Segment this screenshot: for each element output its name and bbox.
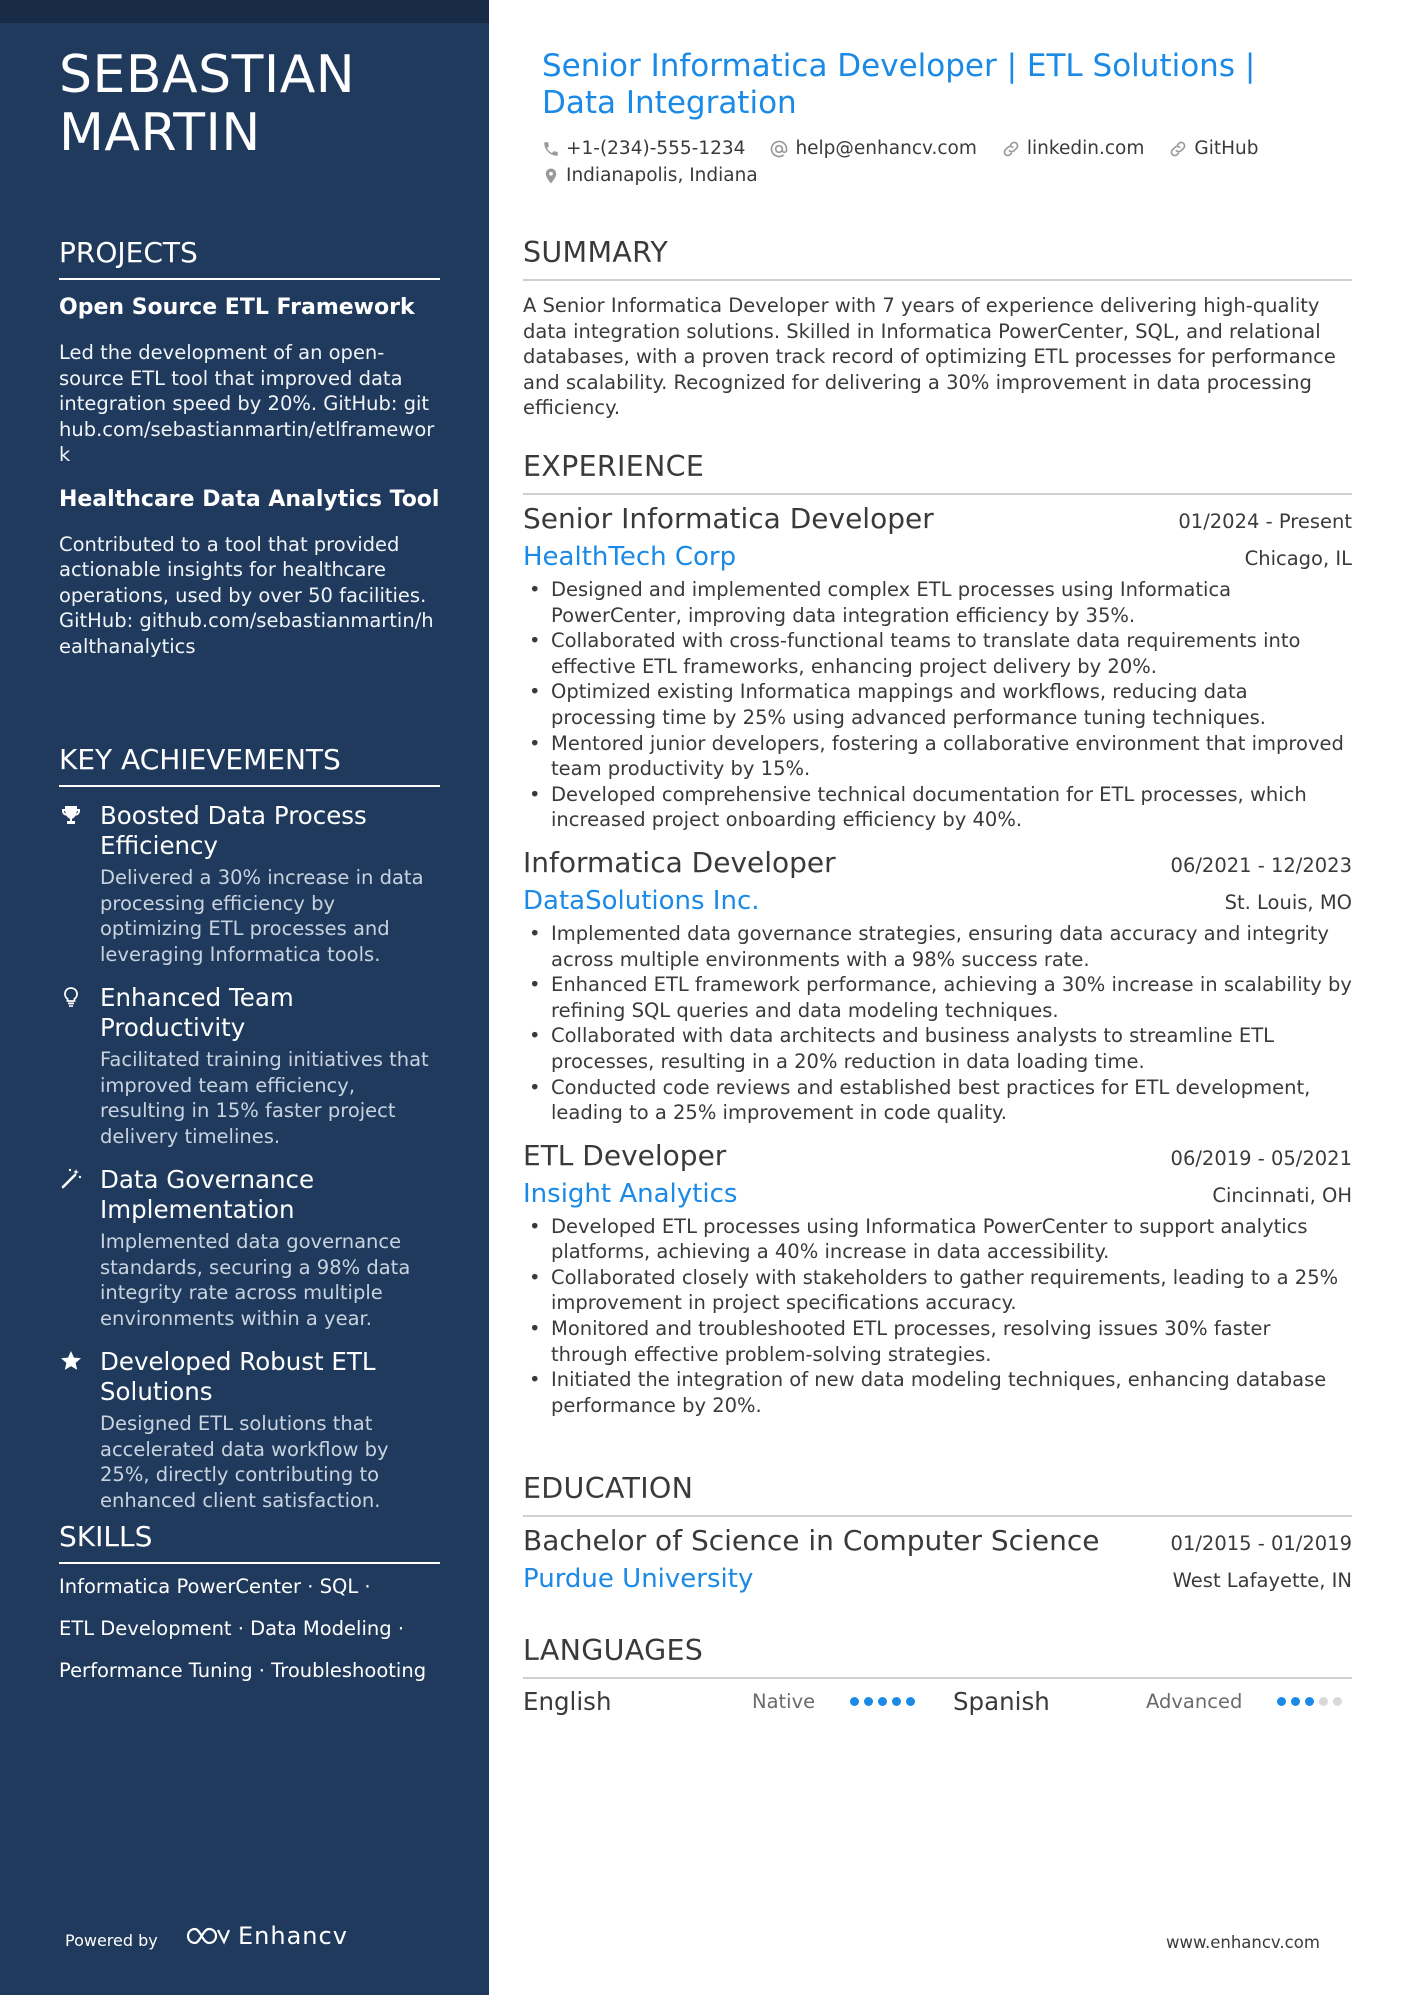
job-title: Informatica Developer: [523, 845, 836, 879]
magic-wand-icon: [59, 1167, 83, 1191]
job-bullet: • Enhanced ETL framework performance, achieving a 30% increase in scalability by refining SQL queries and data modeling techniques.: [523, 972, 1352, 1023]
achievement-title: Boosted Data Process Efficiency: [100, 801, 367, 860]
job-bullet: • Developed comprehensive technical documentation for ETL processes, which increased project onboarding efficiency by 40%.: [523, 782, 1352, 833]
trophy-icon: [59, 803, 83, 827]
achievements-section: [59, 743, 440, 1529]
achievement-title: Data Governance Implementation: [100, 1165, 315, 1224]
email-text: help@enhancv.com: [795, 138, 977, 159]
skills-section: [59, 1520, 440, 1692]
achievements-heading: KEY ACHIEVEMENTS: [59, 743, 440, 787]
contact-linkedin[interactable]: [1001, 138, 1144, 159]
star-icon: [59, 1349, 83, 1373]
phone-icon: [542, 140, 560, 158]
rating-dot-filled: [892, 1697, 901, 1706]
achievement-description: Facilitated training initiatives that improved team efficiency, resulting in 15% faster project delivery timelines.: [100, 1048, 429, 1148]
location-pin-icon: [542, 166, 560, 186]
job-bullet: • Monitored and troubleshooted ETL processes, resolving issues 30% faster through effective problem-solving strategies.: [523, 1316, 1352, 1367]
language-rating: [850, 1697, 915, 1706]
enhancv-brand-name: Enhancv: [238, 1922, 348, 1950]
summary-text: A Senior Informatica Developer with 7 years of experience delivering high-quality data integration solutions. Skilled in Informatica PowerCenter, SQL, and relational databases, with a proven track record of optimizing ETL processes for performance and scalability. Recognized for delivering a 30% improvement in data processing efficiency.: [523, 294, 1336, 420]
summary-section: [523, 236, 1352, 421]
summary-heading: SUMMARY: [523, 236, 1352, 281]
link-icon: [1168, 139, 1188, 159]
job-dates: 06/2021 - 12/2023: [1170, 853, 1352, 877]
achievement-title: Developed Robust ETL Solutions: [100, 1347, 376, 1406]
sidebar: [0, 0, 489, 1995]
skills-line: Informatica PowerCenter · SQL ·: [59, 1575, 371, 1598]
achievement-item: [59, 983, 440, 1149]
job-entry: [523, 1138, 1352, 1419]
contact-info: [542, 135, 1342, 189]
job-entry: [523, 501, 1352, 833]
achievement-title: Enhanced Team Productivity: [100, 983, 294, 1042]
project-description-text: Led the development of an open-source ETL tool that improved data integration speed by 20%. GitHub:: [59, 341, 403, 415]
language-level: Native: [752, 1689, 816, 1713]
candidate-name: SEBASTIAN MARTIN: [59, 45, 356, 163]
sidebar-top-strip: [0, 0, 489, 23]
job-dates: 06/2019 - 05/2021: [1170, 1146, 1352, 1170]
phone-text: +1-(234)-555-1234: [566, 138, 746, 159]
enhancv-logo[interactable]: [184, 1922, 348, 1950]
linkedin-text: linkedin.com: [1026, 138, 1145, 159]
job-bullet: • Collaborated with cross-functional teams to translate data requirements into effective ETL frameworks, enhancing project delivery by 20%.: [523, 628, 1352, 679]
location-text: Indianapolis, Indiana: [566, 165, 758, 186]
language-item: [953, 1687, 1352, 1716]
school-name[interactable]: Purdue University: [523, 1564, 754, 1594]
project-description-text: Contributed to a tool that provided actionable insights for healthcare operations, used by over 50 facilities. GitHub:: [59, 532, 427, 632]
education-section: [523, 1472, 1352, 1599]
job-bullet: • Collaborated closely with stakeholders to gather requirements, leading to a 25% improvement in project specifications accuracy.: [523, 1265, 1352, 1316]
job-bullets: [523, 921, 1352, 1126]
language-name: Spanish: [953, 1686, 1050, 1716]
company-name[interactable]: DataSolutions Inc.: [523, 885, 760, 916]
at-icon: [769, 139, 789, 159]
languages-section: [523, 1634, 1352, 1723]
education-heading: EDUCATION: [523, 1472, 1352, 1517]
achievement-item: [59, 801, 440, 967]
job-bullets: [523, 577, 1352, 833]
skills-heading: SKILLS: [59, 1520, 440, 1564]
headline: Senior Informatica Developer | ETL Solutions | Data Integration: [542, 48, 1256, 121]
job-bullet: • Conducted code reviews and established best practices for ETL development, leading to a 25% improvement in code quality.: [523, 1075, 1352, 1126]
job-bullet: • Collaborated with data architects and business analysts to streamline ETL processes, resulting in a 20% reduction in data loading time.: [523, 1023, 1352, 1074]
languages-heading: LANGUAGES: [523, 1634, 1352, 1679]
projects-section: [59, 236, 440, 677]
job-bullets: [523, 1214, 1352, 1419]
job-location: Chicago, IL: [1244, 547, 1352, 570]
company-name[interactable]: Insight Analytics: [523, 1178, 738, 1209]
school-location: West Lafayette, IN: [1172, 1569, 1352, 1592]
project-github-link[interactable]: github.com/sebastianmartin/etlframework: [59, 392, 435, 466]
project-github-link[interactable]: github.com/sebastianmartin/healthanalytics: [59, 609, 434, 658]
rating-dot-filled: [850, 1697, 859, 1706]
rating-dot-empty: [1319, 1697, 1328, 1706]
achievement-description: Designed ETL solutions that accelerated data workflow by 25%, directly contributing to enhanced client satisfaction.: [100, 1412, 389, 1512]
rating-dot-filled: [1277, 1697, 1286, 1706]
project-title: Healthcare Data Analytics Tool: [59, 486, 440, 512]
rating-dot-filled: [878, 1697, 887, 1706]
company-name[interactable]: HealthTech Corp: [523, 542, 737, 572]
achievement-description: Delivered a 30% increase in data processing efficiency by optimizing ETL processes and leveraging Informatica tools.: [100, 866, 424, 966]
degree-title: Bachelor of Science in Computer Science: [523, 1524, 1100, 1557]
footer-url[interactable]: www.enhancv.com: [1166, 1933, 1320, 1952]
rating-dot-empty: [1333, 1697, 1342, 1706]
education-dates: 01/2015 - 01/2019: [1170, 1532, 1352, 1555]
rating-dot-filled: [906, 1697, 915, 1706]
job-title: Senior Informatica Developer: [523, 502, 934, 535]
job-bullet: • Mentored junior developers, fostering a collaborative environment that improved team productivity by 15%.: [523, 731, 1352, 782]
language-item: [523, 1687, 953, 1716]
enhancv-logo-icon: [184, 1924, 230, 1948]
job-bullet: • Optimized existing Informatica mappings and workflows, reducing data processing time by 25% using advanced performance tuning techniques.: [523, 679, 1352, 730]
job-bullet: • Designed and implemented complex ETL processes using Informatica PowerCenter, improving data integration efficiency by 35%.: [523, 577, 1352, 628]
job-bullet: • Implemented data governance strategies, ensuring data accuracy and integrity across multiple environments with a 98% success rate.: [523, 921, 1352, 972]
language-name: English: [523, 1686, 612, 1716]
lightbulb-icon: [59, 985, 83, 1009]
link-icon: [1001, 139, 1021, 159]
job-dates: 01/2024 - Present: [1178, 510, 1352, 533]
github-text: GitHub: [1194, 138, 1259, 159]
job-title: ETL Developer: [523, 1138, 727, 1172]
experience-section: [523, 450, 1352, 1430]
project-title: Open Source ETL Framework: [59, 295, 415, 320]
projects-heading: PROJECTS: [59, 236, 440, 280]
contact-location: [542, 165, 758, 186]
project-description: [59, 340, 440, 468]
rating-dot-filled: [1305, 1697, 1314, 1706]
job-bullet: • Developed ETL processes using Informatica PowerCenter to support analytics platforms, achieving a 40% increase in data accessibility.: [523, 1214, 1352, 1265]
rating-dot-filled: [1291, 1697, 1300, 1706]
achievement-item: [59, 1165, 440, 1331]
powered-by-label: Powered by: [65, 1931, 158, 1950]
experience-heading: EXPERIENCE: [523, 450, 1352, 495]
achievement-item: [59, 1347, 440, 1513]
contact-github[interactable]: [1168, 138, 1258, 159]
contact-phone[interactable]: [542, 138, 745, 159]
job-bullet: • Initiated the integration of new data modeling techniques, enhancing database performance by 20%.: [523, 1367, 1352, 1418]
job-location: Cincinnati, OH: [1212, 1183, 1352, 1207]
language-level: Advanced: [1146, 1689, 1243, 1713]
skills-line: Performance Tuning · Troubleshooting: [59, 1659, 427, 1682]
language-rating: [1277, 1697, 1342, 1706]
project-description: [59, 532, 440, 660]
rating-dot-filled: [864, 1697, 873, 1706]
contact-email[interactable]: [769, 138, 976, 159]
job-location: St. Louis, MO: [1224, 890, 1352, 914]
skills-line: ETL Development · Data Modeling ·: [59, 1617, 405, 1640]
job-entry: [523, 845, 1352, 1126]
achievement-description: Implemented data governance standards, securing a 98% data integrity rate across multiple environments within a year.: [100, 1230, 411, 1330]
